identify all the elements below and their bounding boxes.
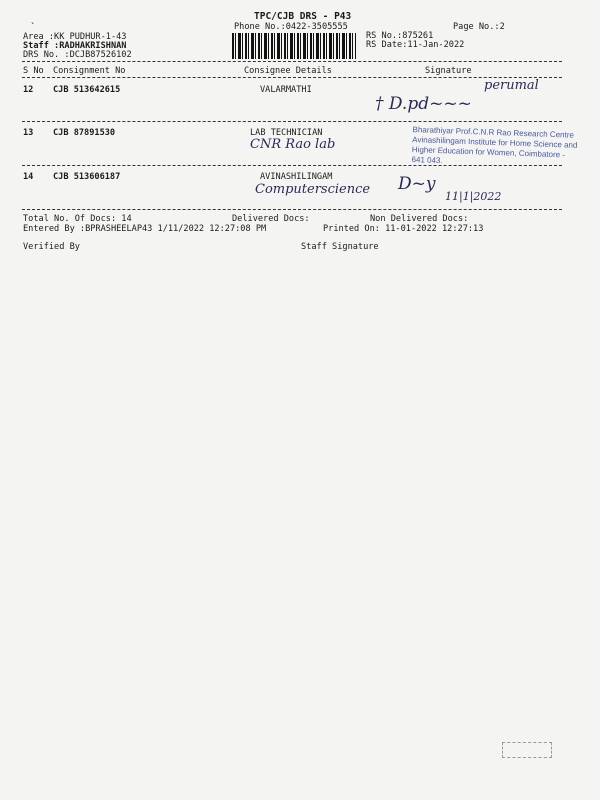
staff-signature: Staff Signature	[301, 242, 379, 252]
signature-scribble: D~y	[398, 174, 436, 194]
col-header-consignment: Consignment No	[53, 66, 126, 76]
corner-mark: `	[30, 22, 37, 33]
divider	[22, 165, 562, 166]
row-consignment: CJB 513606187	[53, 172, 121, 182]
divider	[22, 77, 562, 78]
entered-by: Entered By :BPRASHEELAP43 1/11/2022 12:27:08 PM	[23, 224, 267, 234]
divider	[22, 121, 562, 122]
row-consignee: LAB TECHNICIAN	[250, 128, 323, 138]
sheet-title: TPC/CJB DRS - P43	[254, 11, 352, 22]
col-header-sno: S No	[23, 66, 44, 76]
row-consignment: CJB 513642615	[53, 85, 121, 95]
row-consignment: CJB 87891530	[53, 128, 116, 138]
rs-date: RS Date:11-Jan-2022	[366, 40, 465, 50]
row-consignee: VALARMATHI	[260, 85, 312, 95]
barcode	[232, 33, 356, 59]
page-corner-box	[502, 742, 552, 758]
signature-scribble: † D.pd~~~	[375, 94, 472, 114]
row-sno: 12	[23, 85, 34, 95]
handwritten-note: CNR Rao lab	[250, 137, 336, 152]
delivered-docs: Delivered Docs:	[232, 214, 310, 224]
institution-stamp: Bharathiyar Prof.C.N.R Rao Research Centre Avinashilingam Institute for Home Science and Higher Education for Women, Coimbatore - 641 043.	[411, 125, 578, 166]
divider	[22, 209, 562, 210]
row-sno: 13	[23, 128, 34, 138]
non-delivered-docs: Non Delivered Docs:	[370, 214, 469, 224]
divider	[22, 61, 562, 62]
col-header-signature: Signature	[425, 66, 472, 76]
row-sno: 14	[23, 172, 34, 182]
phone-number: Phone No.:0422-3505555	[234, 22, 348, 32]
page-number: Page No.:2	[453, 22, 505, 32]
verified-by: Verified By	[23, 242, 80, 252]
row-consignee: AVINASHILINGAM	[260, 172, 333, 182]
area-label: Area :KK PUDHUR-1-43	[23, 32, 127, 42]
col-header-consignee: Consignee Details	[244, 66, 332, 76]
printed-on: Printed On: 11-01-2022 12:27:13	[323, 224, 484, 234]
handwritten-note: Computerscience	[255, 182, 371, 197]
total-docs: Total No. Of Docs: 14	[23, 214, 132, 224]
signature-date: 11|1|2022	[445, 190, 502, 203]
handwritten-note: perumal	[484, 78, 539, 93]
drs-number: DRS No. :DCJB87526102	[23, 50, 132, 60]
rs-number: RS No.:875261	[366, 31, 434, 41]
staff-label: Staff :RADHAKRISHNAN	[23, 41, 127, 51]
